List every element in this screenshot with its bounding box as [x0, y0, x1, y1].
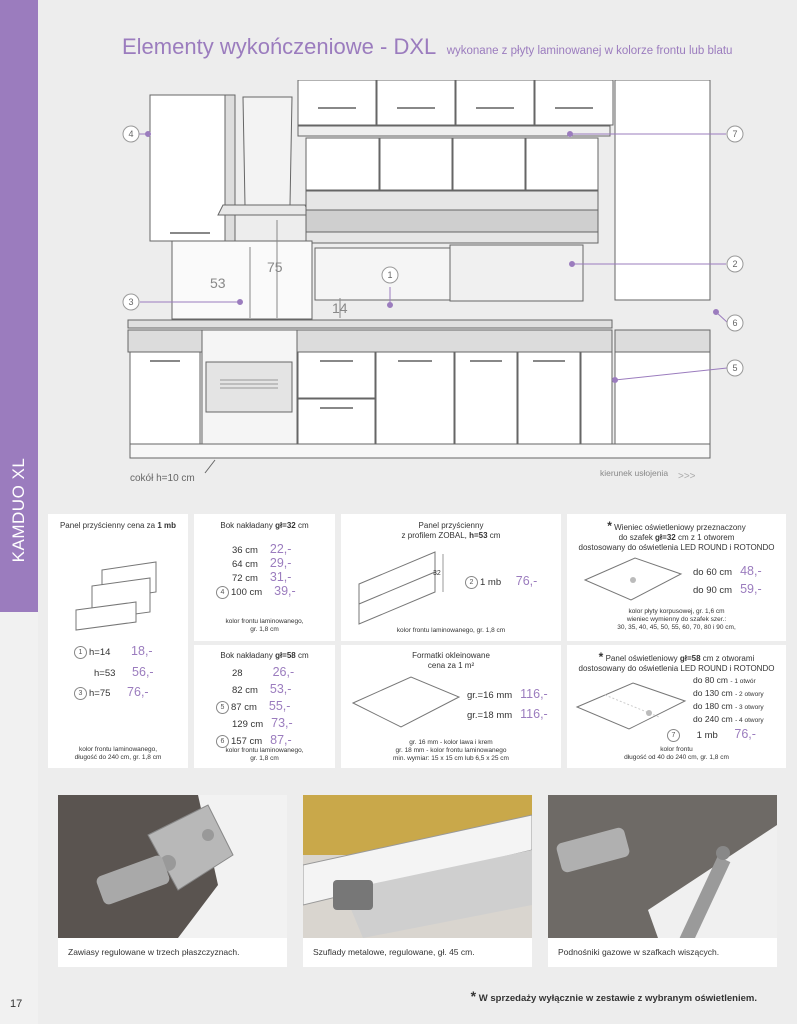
marker-4: 4	[128, 129, 134, 139]
page-subtitle: wykonane z płyty laminowanej w kolorze frontu lub blatu	[446, 45, 733, 57]
wall-panel-illustration	[70, 556, 170, 636]
page-header	[122, 34, 732, 60]
card-lighting-crown: * Wieniec oświetleniowy przeznaczony do szafek gł=32 cm z 1 otworem dostosowany do oświetlenia LED ROUND i ROTONDO do 60 cm 48,- do 90 cm 59,- kolor płyty korpusowej, gr. 1,6 cm wieniec wymienny do szafek szer.: 30, 35, 40, 45, 50, 55, 60, 70, 80 i 90 cm,	[567, 514, 786, 641]
plinth-label: cokół h=10 cm	[130, 473, 195, 484]
card-zobal-panel: Panel przyścienny z profilem ZOBAL, h=53 cm 32 2 1 mb 76,- kolor frontu laminowanego, gr. 1,8 cm	[341, 514, 561, 641]
footnote: * W sprzedaży wyłącznie w zestawie z wybranym oświetleniem.	[470, 988, 757, 1004]
drawer-image	[303, 795, 532, 938]
photo-hinge	[58, 795, 287, 967]
photo-drawer	[303, 795, 532, 967]
card-side-panel-32: Bok nakładany gł=32 cm 36 cm 22,- 64 cm 29,- 72 cm 31,- 4 100 cm 39,- kolor frontu laminowanego, gr. 1,8 cm	[194, 514, 335, 641]
wall-panel-row-14: 1 h=14 18,-	[74, 644, 153, 659]
marker-3: 3	[128, 297, 134, 307]
page-number: 17	[10, 998, 23, 1010]
wall-panel-row-53: h=53 56,-	[94, 665, 154, 679]
left-wall-cabinet	[150, 95, 235, 241]
kitchen-diagram	[110, 80, 770, 492]
card-side-panel-58: Bok nakładany gł=58 cm 28 26,- 82 cm 53,- 5 87 cm 55,- 129 cm 73,- 6 157 cm 87,- kolor frontu laminowanego, gr. 1,8 cm	[194, 645, 335, 768]
wall-panel-row-75: 3 h=75 76,-	[74, 685, 149, 700]
page-title: Elementy wykończeniowe - DXL	[122, 34, 437, 59]
veneered-panel-illustration	[351, 673, 461, 735]
marker-6: 6	[732, 318, 738, 328]
hinge-image	[58, 795, 287, 938]
grain-direction-label: kierunek usłojenia	[600, 468, 669, 478]
dim-53: 53	[210, 275, 226, 291]
card-lighting-panel: * Panel oświetleniowy gł=58 cm z otworami dostosowany do oświetlenia LED ROUND i ROTONDO do 80 cm - 1 otwór do 130 cm - 2 otwory do 180 cm - 3 otwory do 240 cm - 4 otwory 7 1 mb 76,- kolor frontu długość od 40 do 240 cm, gr. 1,8 cm	[567, 645, 786, 768]
photo-drawer-caption: Szuflady metalowe, regulowane, gł. 45 cm.	[303, 938, 532, 967]
photo-hinge-caption: Zawiasy regulowane w trzech płaszczyznach.	[58, 938, 287, 967]
zobal-panel-illustration	[355, 544, 455, 630]
zobal-dim: 32	[433, 570, 441, 577]
marker-1: 1	[387, 270, 393, 280]
card-veneered-panels: Formatki okleinowane cena za 1 m² gr.=16 mm 116,- gr.=18 mm 116,- gr. 16 mm - kolor lawa i krem gr. 18 mm - kolor frontu laminowanego min. wymiar: 15 x 15 cm lub 6,5 x 25 cm	[341, 645, 561, 768]
marker-7: 7	[732, 129, 738, 139]
gas-lift-image	[548, 795, 777, 938]
dim-14: 14	[332, 300, 348, 316]
svg-text:>>>: >>>	[678, 471, 696, 482]
photo-gas-lift-caption: Podnośniki gazowe w szafkach wiszących.	[548, 938, 777, 967]
marker-2: 2	[732, 259, 738, 269]
card-wall-panel: Panel przyścienny cena za 1 mb 1 h=14 18,- h=53 56,- 3 h=75 76,- kolor frontu laminowanego, długość do 240 cm, gr. 1,8 cm	[48, 514, 188, 768]
lighting-crown-illustration	[583, 554, 683, 606]
dim-75: 75	[267, 259, 283, 275]
marker-5: 5	[732, 363, 738, 373]
photo-gas-lift	[548, 795, 777, 967]
series-title: KAMDUO XL	[9, 457, 28, 563]
